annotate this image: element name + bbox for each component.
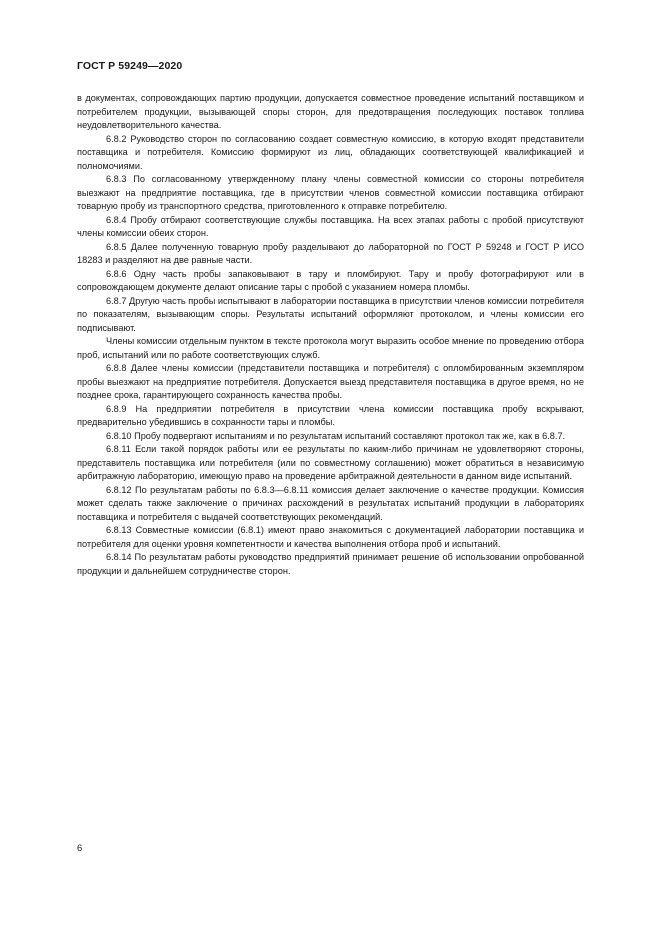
paragraph-6-8-12: 6.8.12 По результатам работы по 6.8.3—6.8.11 комиссия делает заключение о качестве продукции. Комиссия может сделать также заключение о причинах расхождений в результатах испытаний продукции в лабораториях поставщика и потребителя с выдачей соответствующих рекомендаций. (77, 484, 584, 522)
paragraph-continuation: в документах, сопровождающих партию продукции, допускается совместное проведение испытаний поставщиком и потребителем продукции, вызывающей споры сторон, для предотвращения последующих поставок топлива неудовлетворительного качества. (77, 93, 584, 130)
paragraph-6-8-3: 6.8.3 По согласованному утвержденному плану члены совместной комиссии со стороны потребителя выезжают на предприятие поставщика, где в присутствии членов совместной комиссии поставщика отбирают товарную пробу из транспортного средства, приготовленного к отправке потребителю. (77, 174, 584, 211)
paragraph-6-8-9: 6.8.9 На предприятии потребителя в присутствии члена комиссии поставщика пробу вскрывают, предварительно убедившись в сохранности тары и пломбы. (77, 403, 584, 427)
paragraph-6-8-10: 6.8.10 Пробу подвергают испытаниям и по результатам испытаний составляют протокол так же, как в 6.8.7. (106, 430, 566, 441)
document-header: ГОСТ Р 59249—2020 (77, 60, 183, 72)
paragraph-6-8-6: 6.8.6 Одну часть пробы запаковывают в тару и пломбируют. Тару и пробу фотографируют или в сопровождающем документе делают описание тары с пробой с указанием номера пломбы. (77, 268, 584, 292)
paragraph-6-8-2: 6.8.2 Руководство сторон по согласованию создает совместную комиссию, в которую входят представители поставщика и потребителя. Комиссию формируют из лиц, обладающих соответствующей квалификацией и полномочиями. (77, 133, 584, 171)
paragraph-6-8-7-note: Члены комиссии отдельным пунктом в тексте протокола могут выразить особое мнение по проведению отбора проб, испытаний или по работе соответствующих служб. (77, 336, 584, 360)
paragraph-6-8-8: 6.8.8 Далее члены комиссии (представители поставщика и потребителя) с опломбированным экземпляром пробы выезжают на предприятие потребителя. Допускается выезд представителя поставщика в другое время, но не позднее срока, гарантирующего сохранность качества пробы. (77, 363, 584, 400)
document-body (77, 92, 584, 578)
page-number: 6 (77, 843, 83, 854)
paragraph-6-8-13: 6.8.13 Совместные комиссии (6.8.1) имеют право знакомиться с документацией лаборатории поставщика и потребителя для оценки уровня компетентности и качества выполнения отбора проб и испытаний. (77, 525, 584, 549)
paragraph-6-8-4: 6.8.4 Пробу отбирают соответствующие службы поставщика. На всех этапах работы с пробой присутствуют члены комиссии обеих сторон. (77, 214, 584, 238)
paragraph-6-8-5: 6.8.5 Далее полученную товарную пробу разделывают до лабораторной по ГОСТ Р 59248 и ГОСТ Р ИСО 18283 и разделяют на две равные части. (77, 241, 584, 265)
paragraph-6-8-11: 6.8.11 Если такой порядок работы или ее результаты по каким-либо причинам не удовлетворяют стороны, представитель поставщика или потребителя (или по совместному соглашению) может обратиться в независимую арбитражную лабораторию, имеющую право на проведение арбитражной деятельности в данном виде испытаний. (77, 444, 584, 481)
paragraph-6-8-14: 6.8.14 По результатам работы руководство предприятий принимает решение об использовании опробованной продукции и дальнейшем сотрудничестве сторон. (77, 552, 584, 576)
paragraph-6-8-7: 6.8.7 Другую часть пробы испытывают в лаборатории поставщика в присутствии членов комиссии потребителя по показателям, вызывающим споры. Результаты испытаний оформляют протоколом, и члены комиссии его подписывают. (77, 295, 584, 333)
